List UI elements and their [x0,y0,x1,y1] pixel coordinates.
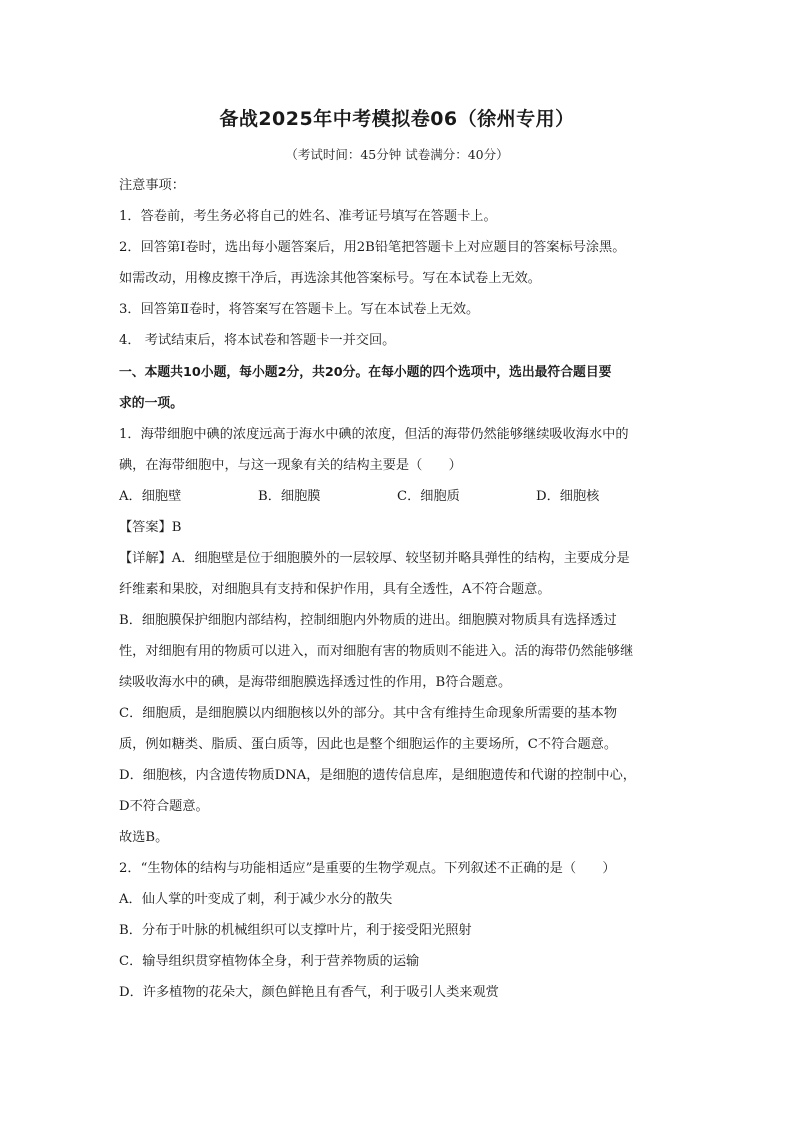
answer-label: 【答案】B [119,520,182,535]
q2-option-a: A．仙人掌的叶变成了刺，利于减少水分的散失 [119,892,393,907]
option-c: C．细胞质 [397,489,460,504]
exam-info: （考试时间：45分钟 试卷满分：40分） [285,147,509,162]
explanation-line: 性，对细胞有用的物质可以进入，而对细胞有害的物质则不能进入。活的海带仍然能够继 [119,644,634,659]
option-b: B．细胞膜 [258,489,321,504]
q2-option-c: C．输导组织贯穿植物体全身，利于营养物质的运输 [119,954,420,969]
explanation-line: 纤维素和果胶，对细胞具有支持和保护作用，具有全透性，A不符合题意。 [119,582,551,597]
question-1-stem: 1．海带细胞中碘的浓度远高于海水中碘的浓度，但活的海带仍然能够继续吸收海水中的 [119,427,629,442]
option-a: A．细胞壁 [119,489,182,504]
section-heading-cont: 求的一项。 [119,396,183,411]
explanation-line: B．细胞膜保护细胞内部结构，控制细胞内外物质的进出。细胞膜对物质具有选择透过 [119,613,617,628]
notice-heading: 注意事项： [119,178,185,193]
explanation-line: 质，例如糖类、脂质、蛋白质等，因此也是整个细胞运作的主要场所，C不符合题意。 [119,737,618,752]
explanation-line: 续吸收海水中的碘，是海带细胞膜选择透过性的作用，B符合题意。 [119,675,512,690]
explanation-line: D．细胞核，内含遗传物质DNA，是细胞的遗传信息库，是细胞遗传和代谢的控制中心， [119,768,636,783]
explanation-line: C．细胞质，是细胞膜以内细胞核以外的部分。其中含有维持生命现象所需要的基本物 [119,706,618,721]
notice-item: 2．回答第Ⅰ卷时，选出每小题答案后，用2B铅笔把答题卡上对应题目的答案标号涂黑。 [119,240,626,255]
option-d: D．细胞核 [536,489,600,504]
notice-item: 1．答卷前，考生务必将自己的姓名、准考证号填写在答题卡上。 [119,209,497,224]
notice-item: 如需改动，用橡皮擦干净后，再选涂其他答案标号。写在本试卷上无效。 [119,271,541,286]
page-title: 备战2025年中考模拟卷06（徐州专用） [219,108,575,130]
notice-item: 3．回答第Ⅱ卷时，将答案写在答题卡上。写在本试卷上无效。 [119,302,480,317]
explanation-line: D不符合题意。 [119,799,209,814]
question-1-stem-cont: 碘，在海带细胞中，与这一现象有关的结构主要是（ ） [119,458,462,473]
section-heading: 一、本题共10小题，每小题2分，共20分。在每小题的四个选项中，选出最符合题目要 [119,365,612,380]
q2-option-b: B．分布于叶脉的机械组织可以支撑叶片，利于接受阳光照射 [119,923,472,938]
q2-option-d: D．许多植物的花朵大，颜色鲜艳且有香气，利于吸引人类来观赏 [119,985,499,1000]
notice-item: 4． 考试结束后，将本试卷和答题卡一并交回。 [119,333,396,348]
question-2-stem: 2．“生物体的结构与功能相适应”是重要的生物学观点。下列叙述不正确的是（ ） [119,861,616,876]
conclusion-line: 故选B。 [119,830,169,845]
explanation-line: 【详解】A．细胞壁是位于细胞膜外的一层较厚、较坚韧并略具弹性的结构，主要成分是 [119,551,630,566]
